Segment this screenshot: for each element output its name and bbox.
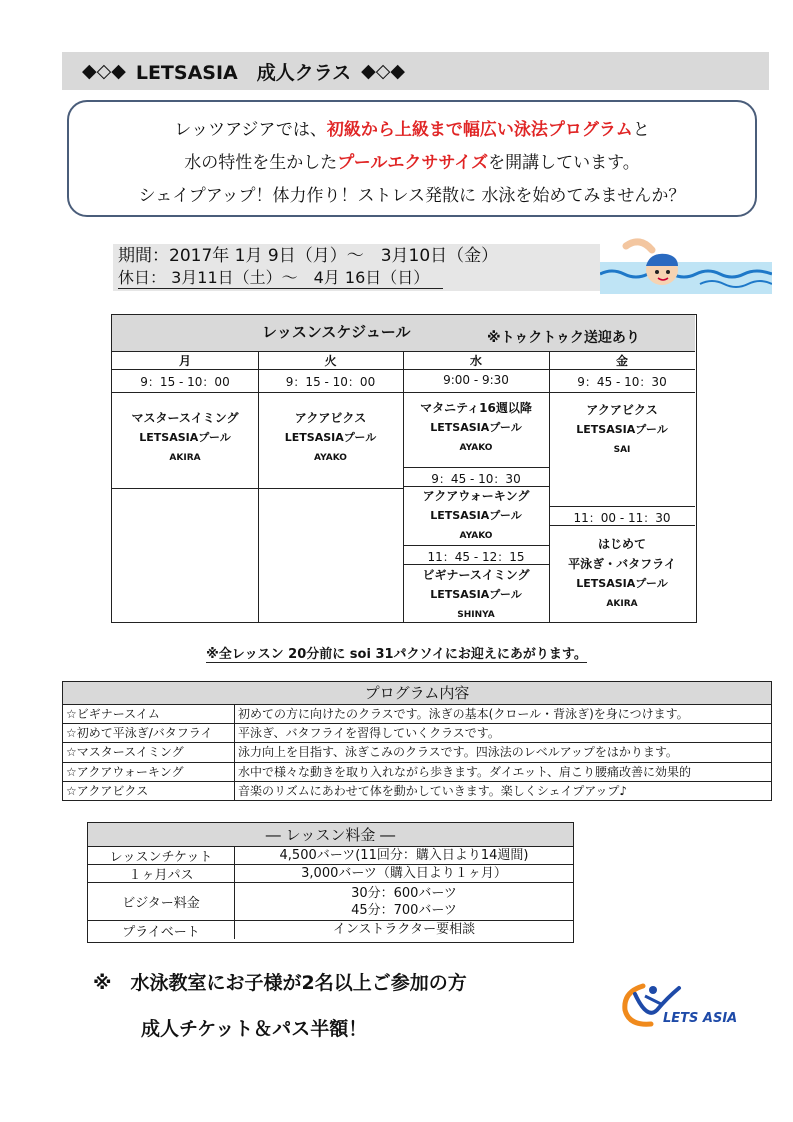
intro-text: を開講しています。 bbox=[488, 153, 640, 173]
schedule-note: ※トゥクトゥク送迎あり bbox=[487, 330, 640, 346]
class-fri-2 bbox=[549, 534, 695, 614]
fee-label: ビジター料金 bbox=[88, 883, 235, 920]
program-name: ☆アクアウォーキング bbox=[63, 763, 235, 781]
program-name: ☆アクアビクス bbox=[63, 782, 235, 801]
intro-text: 水の特性を生かした bbox=[184, 153, 338, 173]
program-name: ☆初めて平泳ぎ/バタフライ bbox=[63, 724, 235, 742]
fee-value: 4,500バーツ(11回分：購入日より14週間) bbox=[279, 848, 529, 863]
class-name-2: 平泳ぎ・バタフライ bbox=[568, 557, 676, 571]
program-desc: 平泳ぎ、バタフライを習得していくクラスです。 bbox=[238, 726, 500, 741]
day-header-fri: 金 bbox=[615, 354, 628, 368]
title-deco-left: ◆◇◆ bbox=[82, 60, 126, 82]
pickup-note bbox=[0, 643, 793, 662]
class-wed-1 bbox=[403, 398, 549, 458]
class-wed-2 bbox=[403, 486, 549, 546]
family-note-line-1: ※ 水泳教室にお子様が2名以上ご参加の方 bbox=[93, 972, 467, 994]
class-instructor: AYAKO bbox=[459, 531, 493, 541]
intro-line-1 bbox=[69, 114, 755, 147]
table-row bbox=[63, 763, 771, 782]
lesson-schedule-table bbox=[111, 314, 697, 623]
day-header-wed: 水 bbox=[469, 354, 482, 368]
time-fri-2: 11：00 - 11：30 bbox=[573, 511, 671, 525]
time-mon: 9：15 - 10：00 bbox=[140, 375, 230, 389]
class-instructor: SAI bbox=[613, 445, 631, 455]
class-instructor: SHINYA bbox=[457, 610, 495, 620]
program-title: プログラム内容 bbox=[63, 682, 771, 705]
class-place: LETSASIAプール bbox=[576, 577, 668, 590]
class-name: マスタースイミング bbox=[131, 411, 239, 425]
class-name: マタニティ16週以降 bbox=[420, 401, 532, 415]
class-place: LETSASIAプール bbox=[139, 431, 231, 444]
table-row bbox=[63, 705, 771, 724]
program-table bbox=[62, 681, 772, 801]
class-place: LETSASIAプール bbox=[284, 431, 377, 444]
class-place: LETSASIAプール bbox=[576, 423, 668, 436]
class-instructor: AYAKO bbox=[314, 453, 347, 463]
class-place: LETSASIAプール bbox=[430, 588, 522, 601]
title-deco-right: ◆◇◆ bbox=[361, 60, 406, 82]
table-row bbox=[63, 743, 771, 762]
class-name: はじめて bbox=[597, 537, 646, 551]
table-row bbox=[88, 883, 573, 921]
swimmer-illustration bbox=[600, 232, 772, 294]
time-wed-3: 11：45 - 12：15 bbox=[427, 550, 525, 564]
fee-value-line: 30分：600バーツ bbox=[351, 886, 457, 901]
fee-label: レッスンチケット bbox=[88, 847, 235, 864]
class-tue bbox=[258, 408, 403, 468]
fees-table bbox=[87, 822, 574, 943]
class-place: LETSASIAプール bbox=[430, 421, 522, 434]
program-desc: 水中で様々な動きを取り入れながら歩きます。ダイエット、肩こり腰痛改善に効果的 bbox=[238, 764, 692, 779]
class-mon bbox=[112, 408, 258, 468]
program-desc: 音楽のリズムにあわせて体を動かしていきます。楽しくシェイプアップ♪ bbox=[238, 783, 628, 798]
intro-highlight: プールエクササイズ bbox=[337, 153, 489, 173]
fee-label: プライベート bbox=[88, 921, 235, 939]
table-row bbox=[63, 724, 771, 743]
class-name: ビギナースイミング bbox=[422, 568, 530, 582]
fee-value: 3,000バーツ（購入日より１ヶ月） bbox=[301, 866, 507, 881]
program-desc: 泳力向上を目指す、泳ぎこみのクラスです。四泳法のレベルアップをはかります。 bbox=[238, 745, 678, 760]
program-name: ☆マスタースイミング bbox=[63, 743, 235, 761]
fees-title: ― レッスン料金 ― bbox=[88, 823, 573, 847]
class-fri-1 bbox=[549, 400, 695, 460]
day-header-tue: 火 bbox=[324, 354, 337, 368]
class-name: アクアビクス bbox=[294, 411, 367, 425]
fee-value bbox=[235, 883, 573, 920]
fee-value-line: 45分：700バーツ bbox=[351, 903, 457, 918]
program-desc: 初めての方に向けたのクラスです。泳ぎの基本(クロール・背泳ぎ)を身につけます。 bbox=[238, 707, 689, 721]
time-wed-2: 9：45 - 10：30 bbox=[431, 472, 521, 486]
class-instructor: AKIRA bbox=[169, 453, 201, 463]
schedule-title: レッスンスケジュール bbox=[262, 323, 411, 341]
intro-line-3: シェイプアップ！体力作り！ストレス発散に 水泳を始めてみませんか？ bbox=[138, 186, 686, 206]
intro-box bbox=[67, 100, 757, 217]
time-wed-1: 9:00 - 9:30 bbox=[443, 373, 509, 387]
class-instructor: AYAKO bbox=[459, 443, 493, 453]
class-wed-3 bbox=[403, 565, 549, 625]
time-fri-1: 9：45 - 10：30 bbox=[577, 375, 667, 389]
table-row bbox=[88, 865, 573, 883]
day-header-mon: 月 bbox=[178, 354, 191, 368]
period-box bbox=[113, 244, 600, 291]
table-row bbox=[88, 847, 573, 865]
page-title: LETSASIA 成人クラス bbox=[135, 61, 352, 84]
holiday-text: 休日： 3月11日（土）～ 4月 16日（日） bbox=[118, 267, 443, 289]
intro-line-2 bbox=[69, 147, 755, 180]
family-discount-note bbox=[93, 960, 467, 1052]
intro-highlight: 初級から上級まで幅広い泳法プログラム bbox=[326, 120, 633, 140]
class-name: アクアビクス bbox=[586, 403, 658, 417]
page-title-bar bbox=[62, 52, 769, 90]
fee-label: １ヶ月パス bbox=[88, 865, 235, 882]
family-note-line-2: 成人チケット＆パス半額！ bbox=[141, 1018, 368, 1040]
logo-text: LETS ASIA bbox=[663, 1011, 738, 1026]
program-name: ☆ビギナースイム bbox=[63, 705, 235, 723]
pickup-note-text: ※全レッスン 20分前に soi 31パクソイにお迎えにあがります。 bbox=[206, 647, 587, 662]
period-text: 期間：2017年 1月 9日（月）～ 3月10日（金） bbox=[118, 246, 499, 266]
table-row bbox=[88, 921, 573, 939]
class-place: LETSASIAプール bbox=[430, 509, 522, 522]
intro-text: レッツアジアでは、 bbox=[174, 120, 327, 140]
table-row bbox=[63, 782, 771, 801]
intro-text: と bbox=[632, 120, 650, 140]
time-tue: 9：15 - 10：00 bbox=[285, 375, 376, 389]
class-name: アクアウォーキング bbox=[422, 489, 530, 503]
fee-value: インストラクター要相談 bbox=[332, 922, 476, 937]
letsasia-logo bbox=[617, 980, 762, 1030]
class-instructor: AKIRA bbox=[606, 599, 638, 609]
